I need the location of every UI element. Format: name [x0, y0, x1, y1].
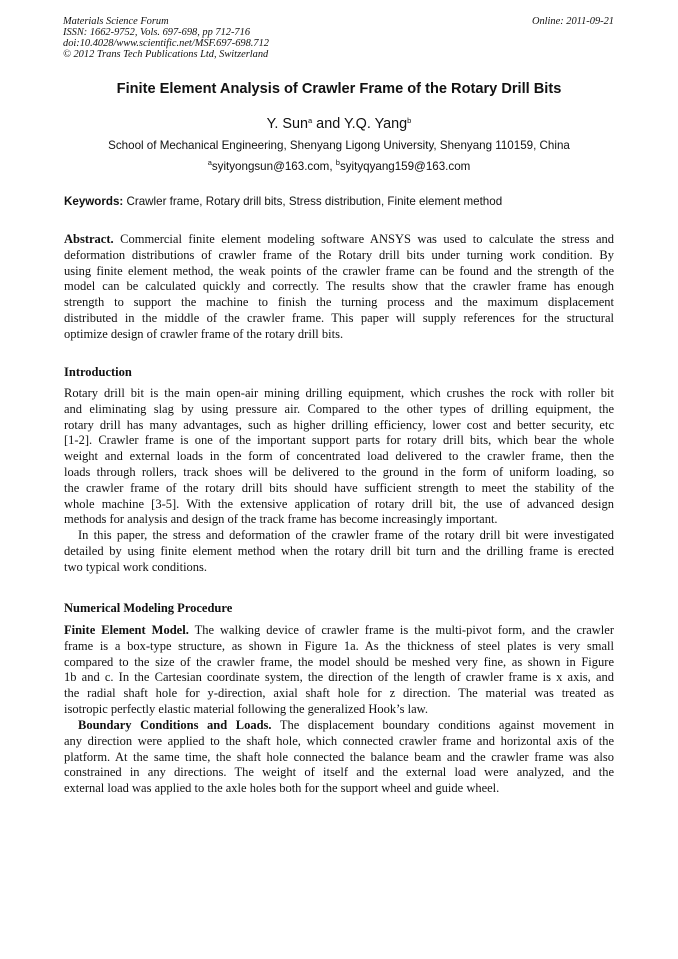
intro-line: whole machine [3-5]. With the extensive application of rotary drill bit, the use of advanced design	[64, 496, 614, 511]
keywords-label: Keywords:	[64, 195, 124, 208]
intro-line: In this paper, the stress and deformation of the crawler frame of the rotary drill bit were investigated	[78, 528, 614, 542]
boundary-line: any direction were applied to the shaft hole, which connected crawler frame and horizontal axis of the	[64, 733, 614, 748]
journal-name: Materials Science Forum	[63, 16, 169, 27]
abstract-line: using finite element method, the weak points of the crawler frame can be found and the strength of the	[64, 263, 614, 278]
fem-model-label: Finite Element Model.	[64, 623, 189, 637]
paper-title: Finite Element Analysis of Crawler Frame of the Rotary Drill Bits	[116, 81, 562, 97]
intro-line: Rotary drill bit is the main open-air mining drilling equipment, which crushes the rock with roller bit	[64, 386, 614, 400]
online-date: Online: 2011-09-21	[531, 16, 614, 27]
abstract-line: strength to support the machine to finish the turning process and the maximum displacement	[64, 295, 614, 310]
boundary-line: platform. At the same time, the shaft hole connected the balance beam and the crawler frame was also	[64, 749, 614, 764]
author-1-sup: a	[308, 116, 313, 125]
boundary-line: external load was applied to the axle holes both for the support wheel and guide wheel.	[64, 781, 500, 796]
boundary-paragraph	[64, 718, 614, 797]
introduction-paragraph-1	[64, 386, 614, 528]
fem-line: compared to the size of the crawler frame, the model should be meshed very fine, as shown in Figure	[64, 654, 614, 669]
affiliation: School of Mechanical Engineering, Shenyang Ligong University, Shenyang 110159, China	[108, 139, 570, 152]
issn-line: ISSN: 1662-9752, Vols. 697-698, pp 712-716	[63, 27, 251, 38]
author-2: Y.Q. Yang	[343, 116, 408, 132]
abstract-line: distributed in the middle of the crawler frame. This paper will supply references for the structural	[64, 310, 614, 325]
abstract-line: model can be calculated quickly and correctly. The results show that the crawler frame has enough	[64, 279, 614, 294]
modeling-heading: Numerical Modeling Procedure	[64, 601, 233, 615]
boundary-line: constrained in any directions. The weight of itself and the external load were analyzed, and the	[64, 765, 614, 780]
copyright-line: © 2012 Trans Tech Publications Ltd, Switzerland	[63, 49, 269, 60]
intro-line: and eliminating slag by using pressure air. Compared to the other types of drilling equipment, the	[64, 401, 614, 416]
intro-line: weight and external loads in the form of concentrated load delivered to the crawler frame, then the	[64, 449, 614, 464]
fem-line: isotropic perfectly elastic material following the generalized Hook’s law.	[64, 701, 428, 716]
journal-header	[63, 16, 269, 60]
intro-line: methods for analysis and design of the track frame has become increasingly important.	[64, 512, 498, 527]
author-line	[40, 115, 638, 133]
fem-line: the radial shaft hole for y-direction, axial shaft hole for z direction. The material was treated as	[64, 686, 614, 701]
email-1: syityongsun@163.com,	[211, 160, 336, 173]
fem-line: frame is a box-type structure, as shown in Figure 1a. As the thickness of steel plates is very small	[64, 638, 614, 653]
author-2-sup: b	[407, 116, 412, 125]
introduction-paragraph-2	[64, 528, 614, 575]
email-1-sup: a	[207, 158, 212, 167]
fem-model-paragraph	[64, 623, 614, 718]
boundary-label: Boundary Conditions and Loads.	[78, 718, 272, 732]
email-2: syityqyang159@163.com	[339, 160, 471, 173]
intro-line: loads through rollers, track shoes will be delivered to the ground in the form of uniform loading, so	[64, 464, 614, 479]
intro-line: detailed by using finite element method when the rotary drill bit turn and the drilling frame is erected	[64, 543, 614, 558]
fem-line: The walking device of crawler frame is the multi-pivot form, and the crawler	[188, 623, 614, 637]
intro-line: two typical work conditions.	[64, 559, 208, 574]
keywords-text: Crawler frame, Rotary drill bits, Stress distribution, Finite element method	[123, 195, 503, 208]
intro-line: [1-2]. Crawler frame is one of the important support parts for rotary drill bits, which bear the whole	[64, 433, 614, 448]
keywords	[64, 195, 624, 209]
fem-line: 1b and c. In the Cartesian coordinate system, the direction of the length of crawler frame is x axis, and	[64, 670, 614, 685]
author-and: and	[312, 116, 344, 132]
abstract-line: deformation distributions of crawler frame of the Rotary drill bits under turning work condition. By	[64, 247, 614, 262]
intro-line: the crawler frame of the rotary drill bits should have sufficient strength to meet the stability of the	[64, 480, 614, 495]
abstract-paragraph	[64, 232, 614, 343]
doi-line: doi:10.4028/www.scientific.net/MSF.697-698.712	[63, 38, 269, 49]
intro-line: rotary drill has many advantages, such as higher drilling efficiency, lower cost and better security, etc	[64, 417, 614, 432]
abstract-line: Commercial finite element modeling software ANSYS was used to calculate the stress and	[113, 232, 614, 246]
email-line	[30, 158, 648, 176]
email-2-sup: b	[335, 158, 340, 167]
author-1: Y. Sun	[266, 116, 309, 132]
introduction-heading: Introduction	[64, 365, 132, 379]
abstract-line: optimize design of crawler frame of the rotary drill bits.	[64, 326, 344, 341]
abstract-label: Abstract.	[64, 232, 114, 246]
boundary-line: The displacement boundary conditions against movement in	[271, 718, 615, 732]
